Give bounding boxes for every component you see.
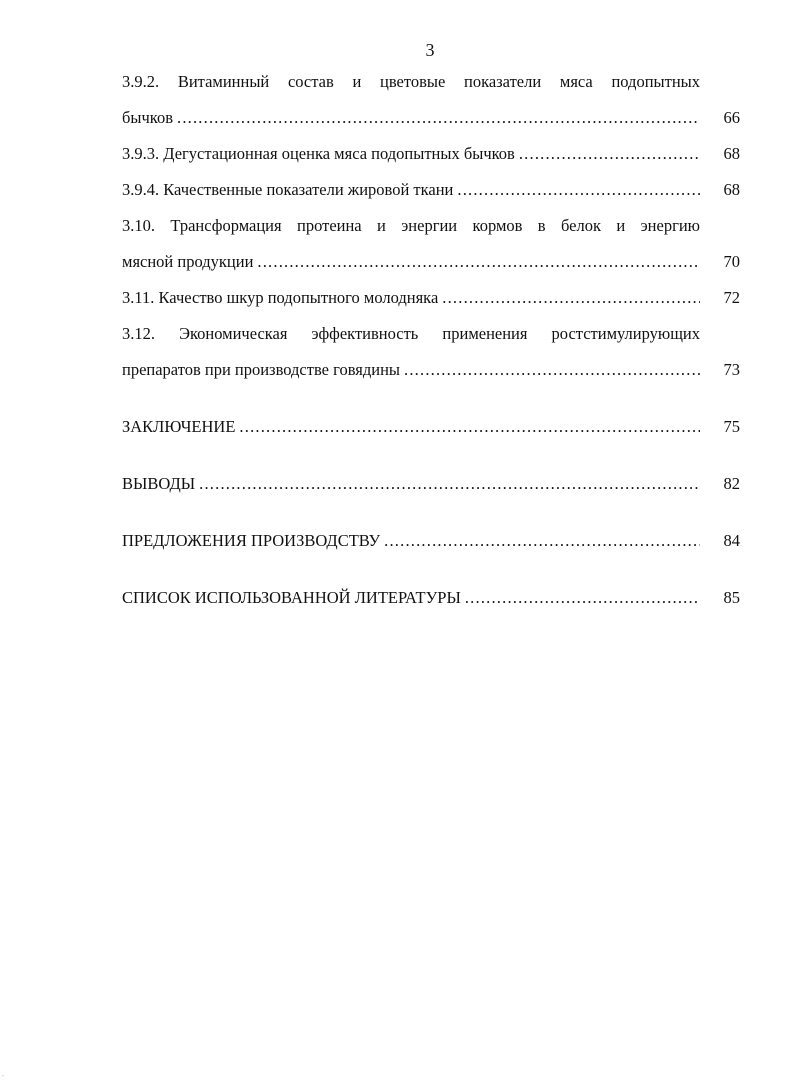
toc-entry-references[interactable] (122, 580, 740, 616)
toc-entry-title-line: 3.12. Экономическая эффективность применения ростстимулирующих (122, 324, 700, 343)
toc-entry-title-line: 3.9.2. Витаминный состав и цветовые показатели мяса подопытных (122, 72, 700, 91)
toc-entry-findings[interactable] (122, 466, 740, 502)
table-of-contents (122, 64, 740, 616)
dot-leader (177, 100, 700, 136)
dot-leader (465, 580, 700, 616)
toc-entry-page: 72 (723, 288, 740, 307)
toc-entry-page: 68 (723, 144, 740, 163)
toc-entry-title: ВЫВОДЫ (122, 474, 196, 493)
toc-entry-conclusion[interactable] (122, 409, 740, 445)
toc-entry-page: 70 (723, 252, 740, 271)
toc-entry-page: 82 (723, 474, 740, 493)
toc-entry-title: ЗАКЛЮЧЕНИЕ (122, 417, 236, 436)
toc-entry-title-line: 3.10. Трансформация протеина и энергии кормов в белок и энергию (122, 216, 700, 235)
dot-leader (199, 466, 700, 502)
toc-entry-title: СПИСОК ИСПОЛЬЗОВАННОЙ ЛИТЕРАТУРЫ (122, 588, 461, 607)
toc-entry-page: 85 (723, 588, 740, 607)
dot-leader (404, 352, 700, 388)
toc-entry-title: 3.11. Качество шкур подопытного молодняка (122, 288, 439, 307)
dot-leader (257, 244, 700, 280)
toc-entry-title-tail: препаратов при производстве говядины (122, 360, 401, 379)
toc-entry-page: 84 (723, 531, 740, 550)
toc-entry-proposals[interactable] (122, 523, 740, 559)
toc-entry-title: ПРЕДЛОЖЕНИЯ ПРОИЗВОДСТВУ (122, 531, 381, 550)
toc-entry-title: 3.9.4. Качественные показатели жировой ткани (122, 180, 454, 199)
toc-entry-page: 68 (723, 180, 740, 199)
toc-entry-page: 73 (723, 360, 740, 379)
toc-entry-3-11[interactable] (122, 280, 740, 316)
toc-entry-3-9-3[interactable] (122, 136, 740, 172)
toc-entry-3-12[interactable] (122, 316, 740, 388)
dot-leader (384, 523, 700, 559)
toc-entry-page: 75 (723, 417, 740, 436)
toc-entry-3-9-4[interactable] (122, 172, 740, 208)
toc-entry-title-tail: бычков (122, 108, 173, 127)
dot-leader (519, 136, 700, 172)
toc-entry-3-10[interactable] (122, 208, 740, 280)
dot-leader (442, 280, 700, 316)
toc-entry-3-9-2[interactable] (122, 64, 740, 136)
toc-entry-page: 66 (723, 108, 740, 127)
toc-entry-title: 3.9.3. Дегустационная оценка мяса подопытных бычков (122, 144, 515, 163)
dot-leader (239, 409, 700, 445)
page-number: 3 (425, 40, 435, 60)
dot-leader (457, 172, 700, 208)
toc-entry-title-tail: мясной продукции (122, 252, 254, 271)
